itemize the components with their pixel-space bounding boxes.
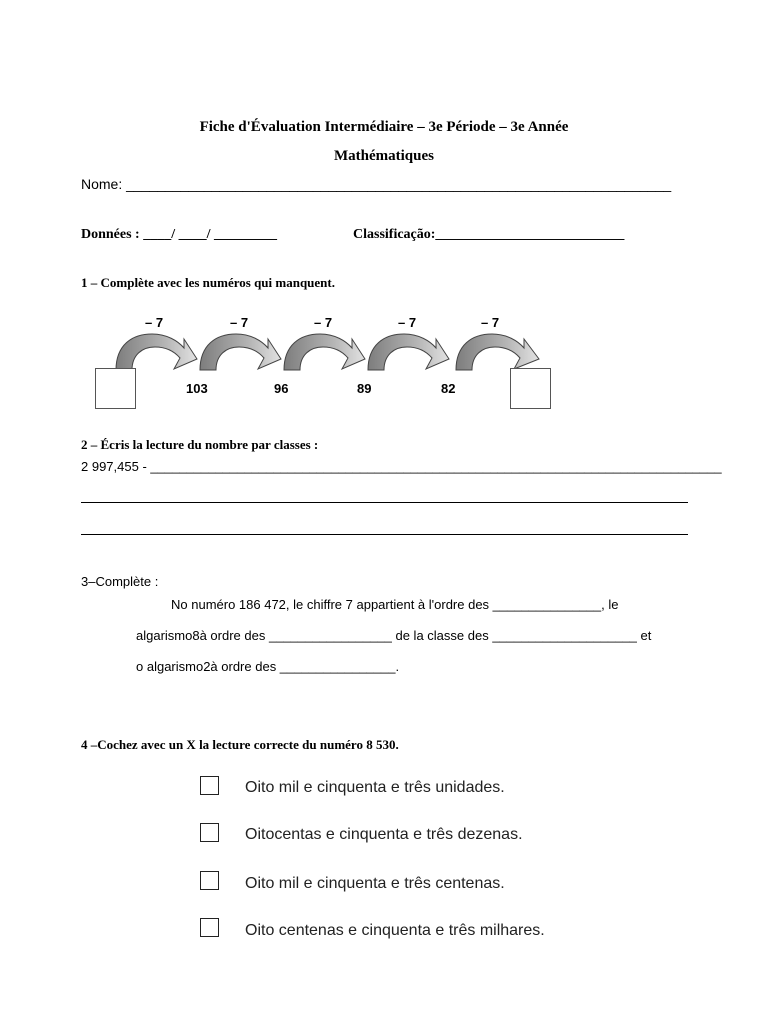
option-label: Oito mil e cinquenta e três unidades. (245, 779, 505, 796)
curved-arrow-icon (368, 334, 449, 370)
classification-field[interactable]: Classificação:___________________________ (353, 227, 625, 242)
curved-arrow-icon (456, 334, 539, 370)
option-label: Oito mil e cinquenta e três centenas. (245, 875, 505, 892)
step-label: – 7 (314, 315, 333, 330)
option-checkbox[interactable] (200, 918, 219, 937)
question-3-prompt: 3–Complète : (81, 574, 159, 589)
question-3-line-1[interactable]: No numéro 186 472, le chiffre 7 appartient à l'ordre des _______________, le (171, 597, 619, 612)
sequence-number: 82 (441, 381, 456, 396)
question-3-line-2[interactable]: algarismo8à ordre des _________________ de la classe des ____________________ et (136, 628, 652, 643)
sequence-number: 89 (357, 381, 372, 396)
question-2-prompt: 2 – Écris la lecture du nombre par classes : (81, 437, 319, 452)
number-reading-field[interactable]: 2 997,455 - _______________________________________________________________________________ (81, 459, 722, 474)
option-label: Oitocentas e cinquenta e três dezenas. (245, 826, 523, 843)
step-label: – 7 (481, 315, 500, 330)
option-label: Oito centenas e cinquenta e três milhares. (245, 922, 545, 939)
curved-arrow-icon (200, 334, 281, 370)
date-field[interactable]: Données : ____/ ____/ _________ (81, 227, 277, 242)
question-3-line-3[interactable]: o algarismo2à ordre des ________________. (136, 659, 400, 674)
question-4-prompt: 4 –Cochez avec un X la lecture correcte du numéro 8 530. (81, 737, 399, 752)
step-label: – 7 (230, 315, 249, 330)
answer-box-end[interactable] (510, 368, 551, 409)
sequence-number: 103 (186, 381, 208, 396)
option-checkbox[interactable] (200, 776, 219, 795)
curved-arrow-icon (116, 334, 197, 370)
page-title: Fiche d'Évaluation Intermédiaire – 3e Période – 3e Année (199, 119, 569, 135)
answer-line[interactable] (81, 502, 688, 503)
answer-box-start[interactable] (95, 368, 136, 409)
option-checkbox[interactable] (200, 871, 219, 890)
curved-arrow-icon (284, 334, 365, 370)
subject-title: Mathématiques (334, 148, 434, 164)
question-1-prompt: 1 – Complète avec les numéros qui manquent. (81, 275, 335, 290)
sequence-number: 96 (274, 381, 289, 396)
step-label: – 7 (145, 315, 164, 330)
option-checkbox[interactable] (200, 823, 219, 842)
name-field[interactable]: Nome: ______________________________________________________________________ (81, 176, 672, 192)
answer-line[interactable] (81, 534, 688, 535)
step-label: – 7 (398, 315, 417, 330)
